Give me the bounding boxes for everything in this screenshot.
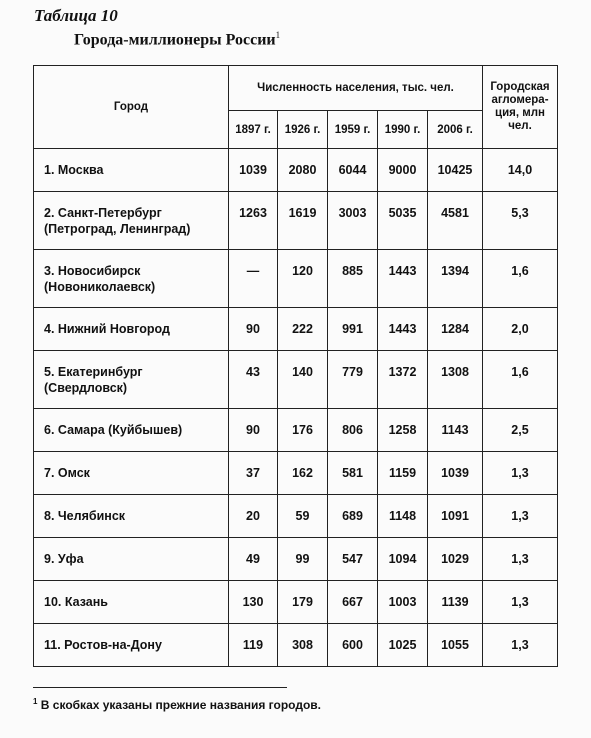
cell-population: 689 — [328, 495, 378, 538]
cell-population: 10425 — [428, 149, 483, 192]
cell-population: 1091 — [428, 495, 483, 538]
cell-population: 3003 — [328, 192, 378, 250]
cell-city: 11. Ростов-на-Дону — [34, 624, 229, 667]
cell-agglomeration: 1,3 — [483, 538, 558, 581]
cell-city: 7. Омск — [34, 452, 229, 495]
table-row — [34, 581, 558, 624]
cell-population: 120 — [278, 250, 328, 308]
cell-population: 1143 — [428, 409, 483, 452]
table-caption: Таблица 10 — [34, 6, 118, 25]
title-footnote-ref: 1 — [275, 30, 281, 40]
cell-population: 1025 — [378, 624, 428, 667]
cell-agglomeration: 2,0 — [483, 308, 558, 351]
cell-population: 806 — [328, 409, 378, 452]
cell-city: 4. Нижний Новгород — [34, 308, 229, 351]
cell-agglomeration: 2,5 — [483, 409, 558, 452]
cell-population: 600 — [328, 624, 378, 667]
cell-population: 90 — [229, 409, 278, 452]
header-year: 1990 г. — [378, 111, 428, 149]
cell-population: 1619 — [278, 192, 328, 250]
cell-population: 9000 — [378, 149, 428, 192]
cell-population: 991 — [328, 308, 378, 351]
header-year: 2006 г. — [428, 111, 483, 149]
table-row — [34, 250, 558, 308]
table-row — [34, 538, 558, 581]
table-row — [34, 624, 558, 667]
cell-population: 90 — [229, 308, 278, 351]
cell-population: 6044 — [328, 149, 378, 192]
cell-population: 1039 — [229, 149, 278, 192]
cell-population: 667 — [328, 581, 378, 624]
cell-population: 1029 — [428, 538, 483, 581]
cell-population: 37 — [229, 452, 278, 495]
cell-city: 6. Самара (Куйбышев) — [34, 409, 229, 452]
cell-population: 2080 — [278, 149, 328, 192]
cell-population: 222 — [278, 308, 328, 351]
table-row — [34, 308, 558, 351]
cell-population: 176 — [278, 409, 328, 452]
cell-agglomeration: 1,6 — [483, 250, 558, 308]
table-row — [34, 495, 558, 538]
cell-agglomeration: 1,6 — [483, 351, 558, 409]
cell-population: 1443 — [378, 308, 428, 351]
cell-population: 140 — [278, 351, 328, 409]
footnote — [33, 697, 321, 712]
cell-population: 130 — [229, 581, 278, 624]
cell-population: 1263 — [229, 192, 278, 250]
cell-agglomeration: 1,3 — [483, 624, 558, 667]
cell-agglomeration: 1,3 — [483, 452, 558, 495]
cell-population: 49 — [229, 538, 278, 581]
footnote-text: В скобках указаны прежние названия городов. — [40, 698, 322, 712]
table-row — [34, 149, 558, 192]
cell-population: 1055 — [428, 624, 483, 667]
cell-city: 1. Москва — [34, 149, 229, 192]
header-agglomeration: Городская агломера-ция, млн чел. — [483, 66, 558, 149]
cell-city: 3. Новосибирск (Новониколаевск) — [34, 250, 229, 308]
cell-population: 59 — [278, 495, 328, 538]
cell-agglomeration: 1,3 — [483, 495, 558, 538]
cell-population: 885 — [328, 250, 378, 308]
cell-population: 1003 — [378, 581, 428, 624]
table-row — [34, 409, 558, 452]
cell-population: 1372 — [378, 351, 428, 409]
cell-population: — — [229, 250, 278, 308]
cities-table — [33, 65, 558, 667]
cell-population: 179 — [278, 581, 328, 624]
cell-population: 1308 — [428, 351, 483, 409]
cell-population: 1258 — [378, 409, 428, 452]
cell-agglomeration: 14,0 — [483, 149, 558, 192]
table-title — [74, 30, 280, 49]
cell-population: 20 — [229, 495, 278, 538]
cell-city: 2. Санкт-Петербург (Петроград, Ленинград) — [34, 192, 229, 250]
cell-population: 1139 — [428, 581, 483, 624]
cell-population: 99 — [278, 538, 328, 581]
table-row — [34, 452, 558, 495]
cell-population: 779 — [328, 351, 378, 409]
cell-population: 547 — [328, 538, 378, 581]
cell-population: 1039 — [428, 452, 483, 495]
header-city: Город — [34, 66, 229, 149]
cell-population: 4581 — [428, 192, 483, 250]
cell-population: 1148 — [378, 495, 428, 538]
footnote-divider — [33, 687, 287, 688]
cell-population: 1094 — [378, 538, 428, 581]
footnote-mark: 1 — [33, 697, 38, 706]
cell-population: 5035 — [378, 192, 428, 250]
cell-population: 308 — [278, 624, 328, 667]
cell-city: 5. Екатеринбург (Свердловск) — [34, 351, 229, 409]
header-year: 1897 г. — [229, 111, 278, 149]
cell-agglomeration: 1,3 — [483, 581, 558, 624]
cell-population: 1443 — [378, 250, 428, 308]
cell-city: 9. Уфа — [34, 538, 229, 581]
table-row — [34, 192, 558, 250]
cell-population: 162 — [278, 452, 328, 495]
header-population: Численность населения, тыс. чел. — [229, 66, 483, 111]
cell-population: 1284 — [428, 308, 483, 351]
table-row — [34, 351, 558, 409]
cell-population: 43 — [229, 351, 278, 409]
header-year: 1926 г. — [278, 111, 328, 149]
cell-agglomeration: 5,3 — [483, 192, 558, 250]
cell-population: 119 — [229, 624, 278, 667]
cell-population: 581 — [328, 452, 378, 495]
title-text: Города-миллионеры России — [74, 31, 276, 49]
cell-city: 8. Челябинск — [34, 495, 229, 538]
cell-city: 10. Казань — [34, 581, 229, 624]
header-year: 1959 г. — [328, 111, 378, 149]
cell-population: 1394 — [428, 250, 483, 308]
cell-population: 1159 — [378, 452, 428, 495]
